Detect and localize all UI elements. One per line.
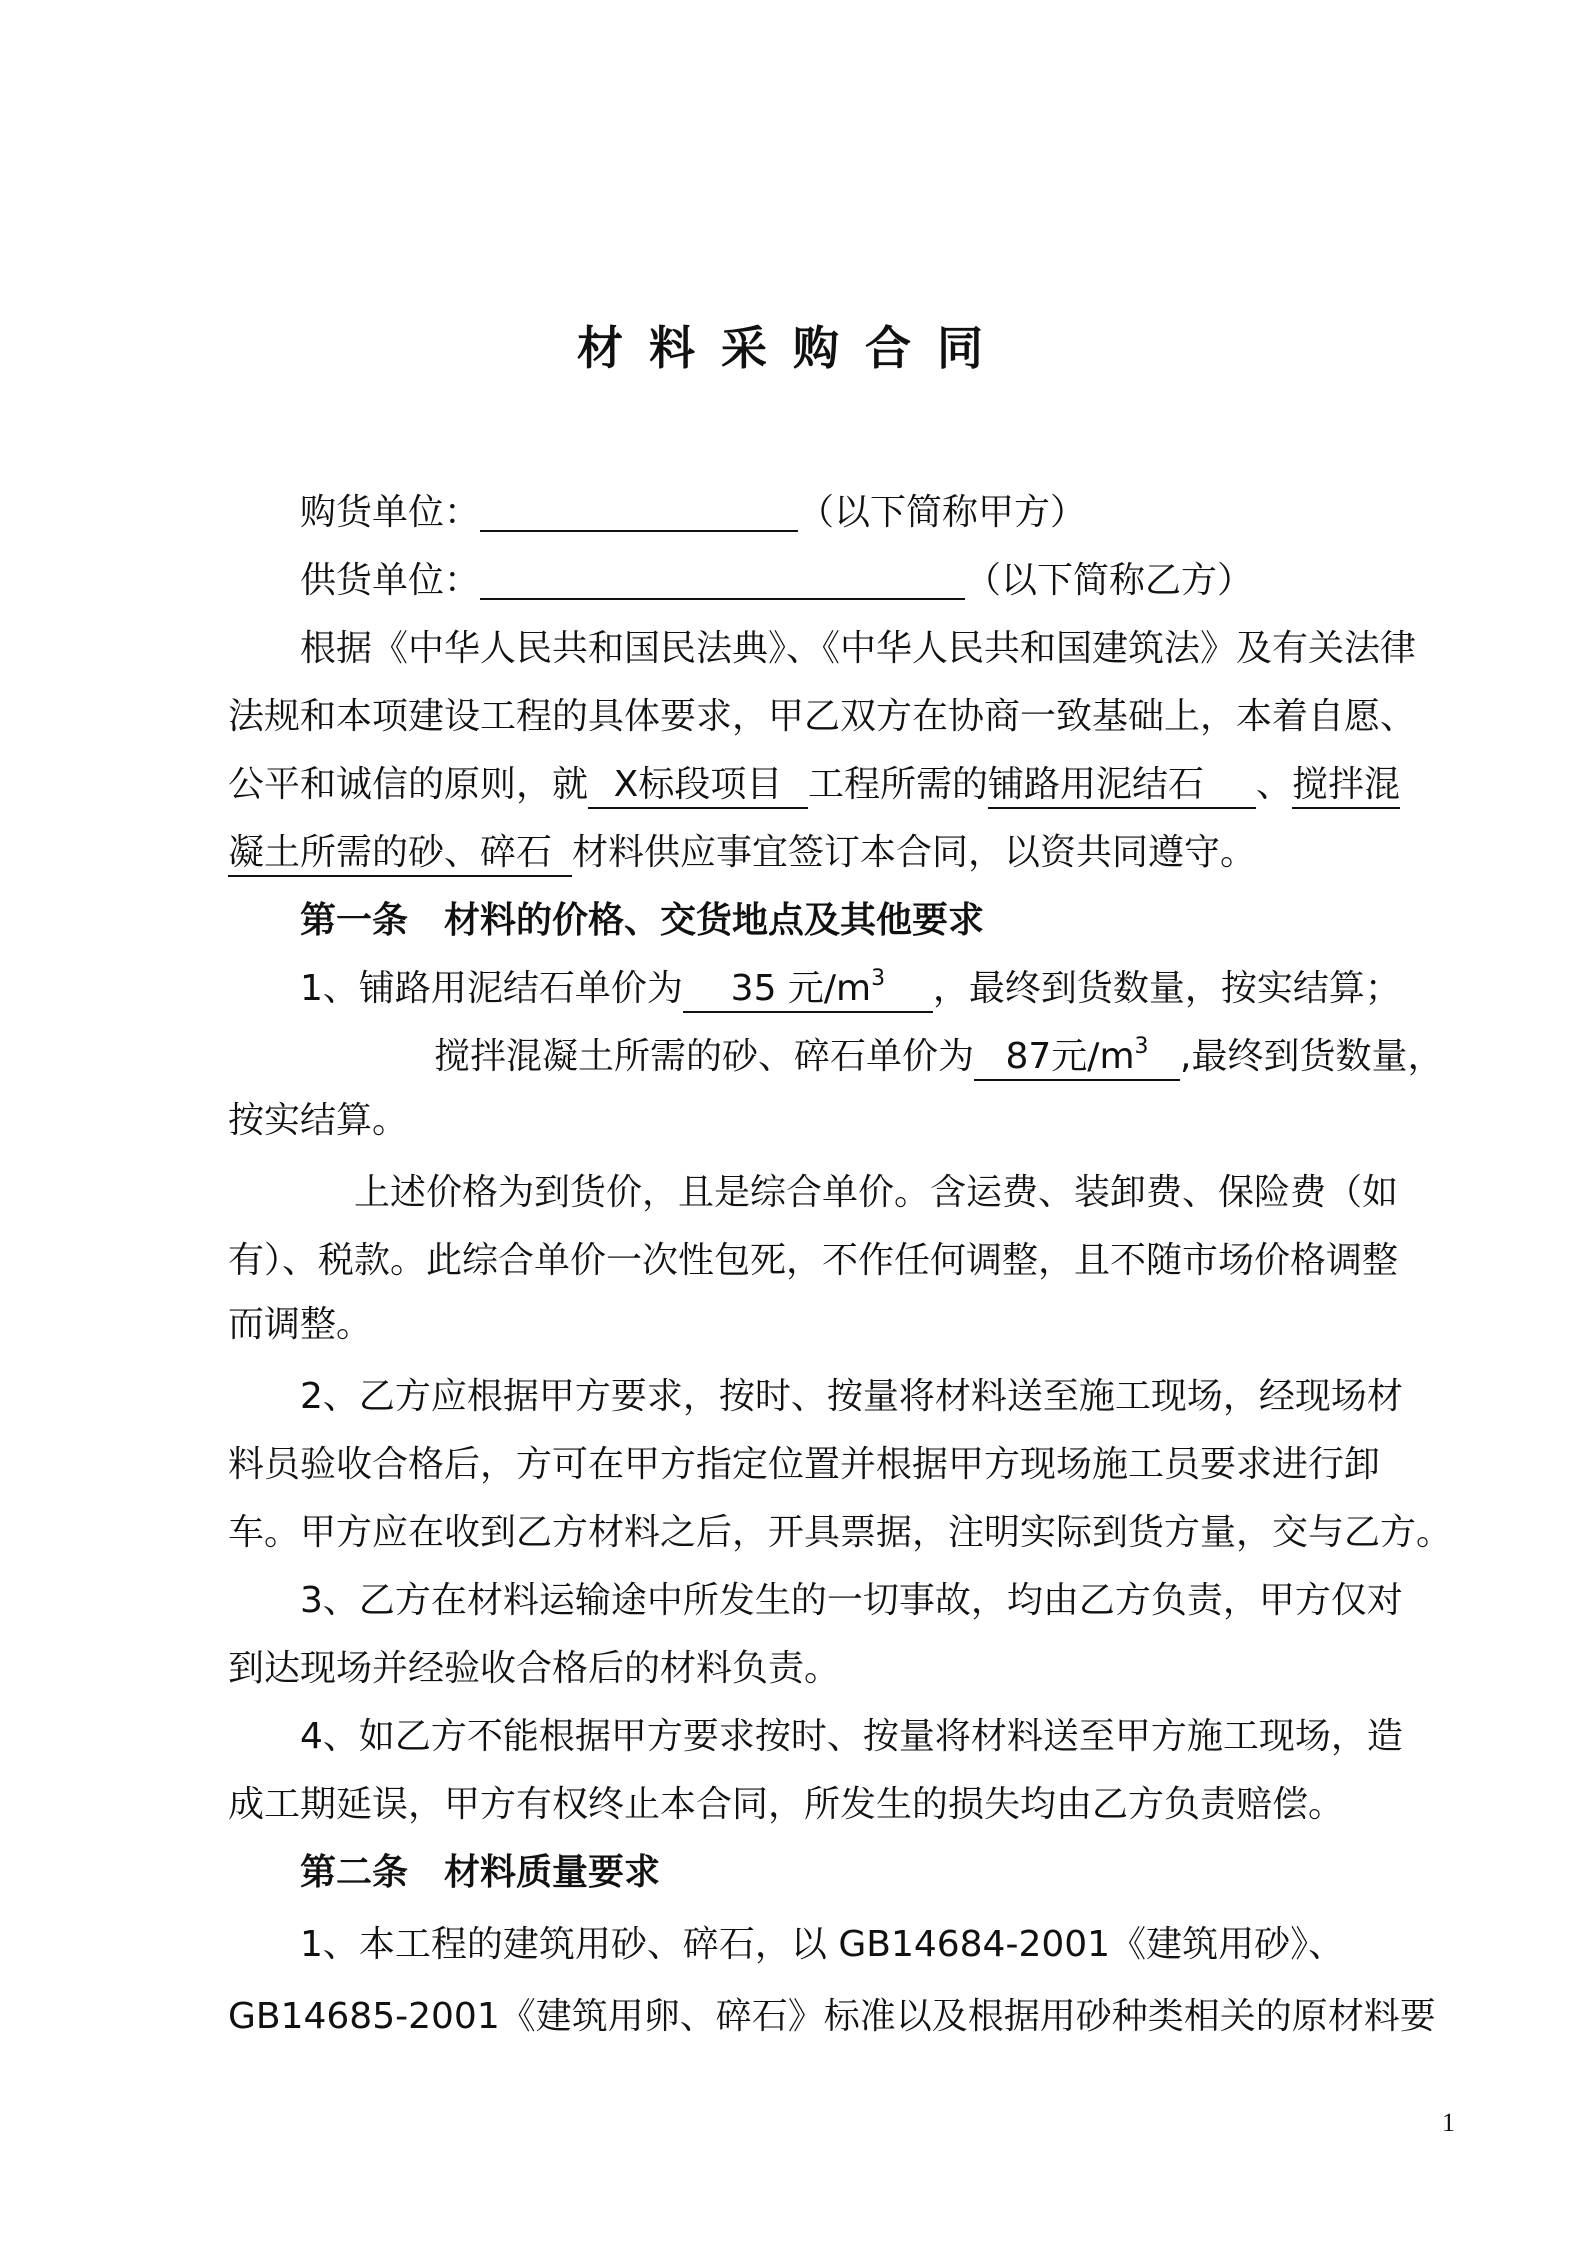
intro-text: 材料供应事宜签订本合同，以资共同遵守。 — [572, 832, 1257, 873]
price-note-line-1: 上述价格为到货价，且是综合单价。含运费、装卸费、保险费（如 — [354, 1172, 1399, 1213]
article-1-item-3-line-2: 到达现场并经验收合格后的材料负责。 — [228, 1648, 841, 1689]
price-unit-sup: 3 — [1134, 1034, 1149, 1059]
intro-line-2: 法规和本项建设工程的具体要求，甲乙双方在协商一致基础上，本着自愿、 — [228, 696, 1417, 737]
item-text: ,最终到货数量， — [1180, 1036, 1444, 1077]
intro-line-4 — [228, 828, 1256, 878]
material-1-field: 铺路用泥结石 — [988, 763, 1256, 809]
buyer-blank — [480, 490, 798, 532]
article-1-item-1-cont — [434, 1032, 1443, 1082]
price-unit-sup: 3 — [871, 966, 886, 991]
buyer-note: （以下简称甲方） — [798, 492, 1087, 533]
price-field-2 — [974, 1035, 1180, 1081]
buyer-label: 购货单位： — [300, 492, 481, 533]
article-1-item-4-line-1: 4、如乙方不能根据甲方要求按时、按量将材料送至甲方施工现场，造 — [300, 1716, 1403, 1757]
supplier-blank — [480, 558, 965, 600]
article-2-item-1-line-1: 1、本工程的建筑用砂、碎石，以 GB14684-2001《建筑用砂》、 — [300, 1924, 1345, 1965]
article-1-heading: 第一条 材料的价格、交货地点及其他要求 — [300, 900, 985, 941]
article-1-item-2-line-3: 车。甲方应在收到乙方材料之后，开具票据，注明实际到货方量，交与乙方。 — [228, 1512, 1453, 1553]
item-text: ，最终到货数量，按实结算； — [932, 968, 1401, 1009]
buyer-line — [300, 488, 1086, 538]
price-value: 87元/m — [1005, 1036, 1135, 1077]
price-field-1 — [683, 967, 933, 1013]
article-1-item-1 — [300, 964, 1401, 1014]
intro-text: 工程所需的 — [808, 764, 989, 805]
intro-line-1: 根据《中华人民共和国民法典》、《中华人民共和国建筑法》及有关法律 — [300, 628, 1417, 669]
supplier-note: （以下简称乙方） — [965, 560, 1254, 601]
material-2-field: 搅拌混 — [1292, 763, 1400, 809]
item-text: 1、铺路用泥结石单价为 — [300, 968, 683, 1009]
price-note-line-3: 而调整。 — [228, 1304, 373, 1345]
document-title: 材料采购合同 — [577, 321, 1009, 375]
item-text: 搅拌混凝土所需的砂、碎石单价为 — [434, 1036, 975, 1077]
price-value: 35 元/m — [730, 968, 872, 1009]
article-1-item-2-line-2: 料员验收合格后，方可在甲方指定位置并根据甲方现场施工员要求进行卸 — [228, 1444, 1381, 1485]
article-1-item-2-line-1: 2、乙方应根据甲方要求，按时、按量将材料送至施工现场，经现场材 — [300, 1376, 1403, 1417]
article-1-item-3-line-1: 3、乙方在材料运输途中所发生的一切事故，均由乙方负责，甲方仅对 — [300, 1580, 1403, 1621]
supplier-line — [300, 556, 1253, 606]
price-note-line-2: 有）、税款。此综合单价一次性包死，不作任何调整，且不随市场价格调整 — [228, 1240, 1399, 1281]
supplier-label: 供货单位： — [300, 560, 481, 601]
article-2-item-1-line-2: GB14685-2001《建筑用卵、碎石》标准以及根据用砂种类相关的原材料要 — [228, 1996, 1436, 2037]
article-1-item-1-end: 按实结算。 — [228, 1100, 409, 1141]
project-name-field: X标段项目 — [588, 763, 808, 809]
article-2-heading: 第二条 材料质量要求 — [300, 1852, 661, 1893]
material-2-field-cont: 凝土所需的砂、碎石 — [228, 831, 572, 877]
intro-text: 、 — [1256, 764, 1293, 805]
intro-line-3 — [228, 760, 1400, 810]
page-number: 1 — [1442, 2108, 1455, 2137]
intro-text: 公平和诚信的原则，就 — [228, 764, 589, 805]
article-1-item-4-line-2: 成工期延误，甲方有权终止本合同，所发生的损失均由乙方负责赔偿。 — [228, 1784, 1345, 1825]
